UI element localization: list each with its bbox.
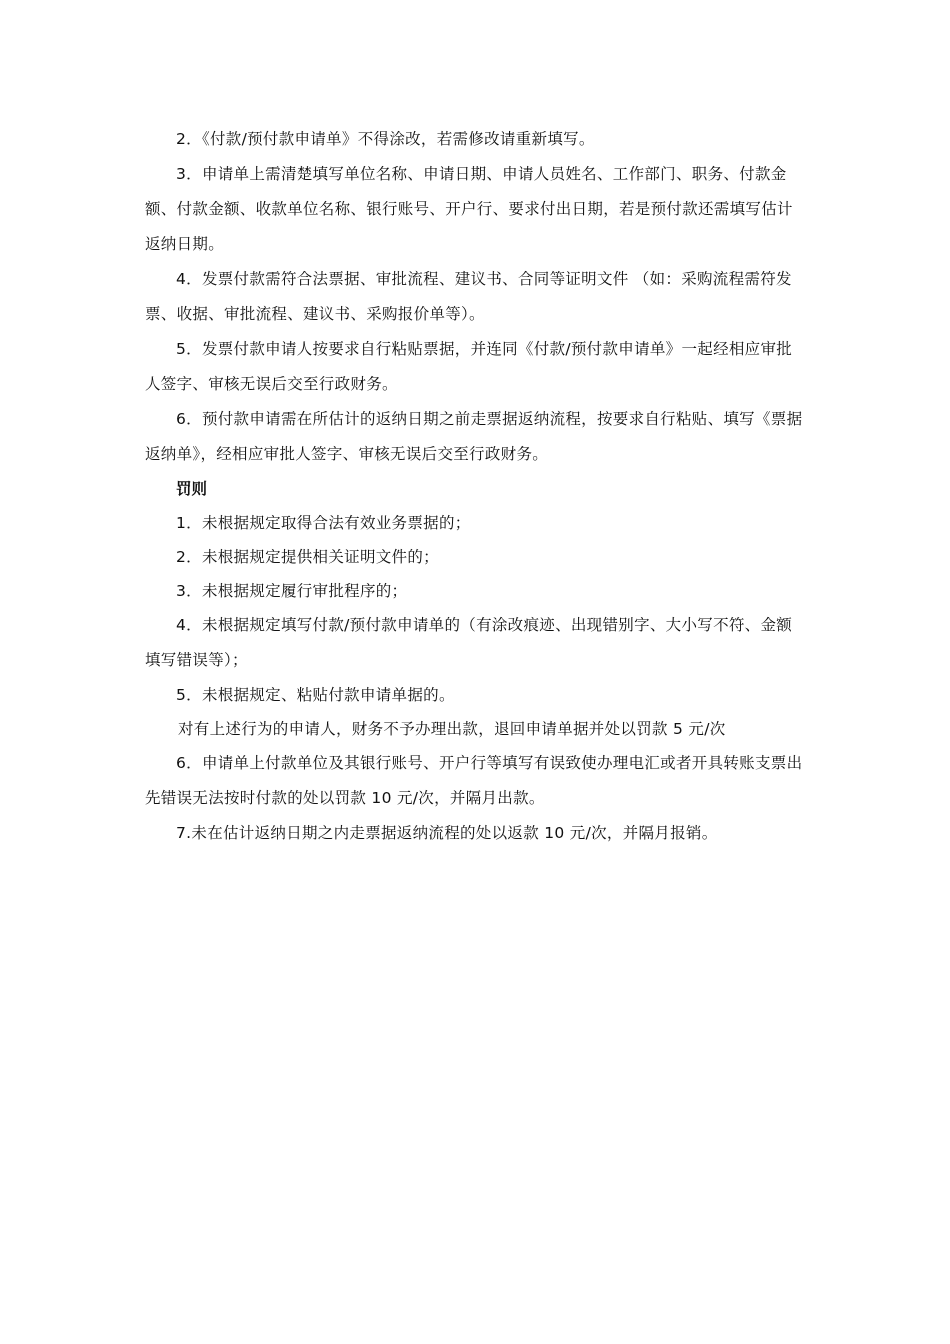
procedure-item-5: 5．发票付款申请人按要求自行粘贴票据，并连同《付款/预付款申请单》一起经相应审批人签字、审核无误后交至行政财务。 — [145, 340, 793, 393]
procedure-item-4: 4．发票付款需符合法票据、审批流程、建议书、合同等证明文件 （如：采购流程需符发票、收据、审批流程、建议书、采购报价单等）。 — [145, 270, 792, 323]
penalty-note: 对有上述行为的申请人，财务不予办理出款，退回申请单据并处以罚款 5 元/次 — [178, 720, 726, 738]
extra-item-7: 7.未在估计返纳日期之内走票据返纳流程的处以返款 10 元/次，并隔月报销。 — [176, 824, 718, 842]
procedure-item-6: 6．预付款申请需在所估计的返纳日期之前走票据返纳流程，按要求自行粘贴、填写《票据返纳单》，经相应审批人签字、审核无误后交至行政财务。 — [145, 410, 803, 463]
penalty-item-3: 3．未根据规定履行审批程序的； — [176, 582, 408, 600]
penalty-item-1: 1．未根据规定取得合法有效业务票据的； — [176, 514, 471, 532]
extra-item-6: 6．申请单上付款单位及其银行账号、开户行等填写有误致使办理电汇或者开具转账支票出先错误无法按时付款的处以罚款 10 元/次，并隔月出款。 — [145, 754, 803, 807]
document-body — [145, 122, 805, 850]
penalty-item-4: 4．未根据规定填写付款/预付款申请单的（有涂改痕迹、出现错别字、大小写不符、金额填写错误等）； — [145, 616, 793, 669]
penalty-heading: 罚则 — [176, 480, 208, 498]
procedure-item-3: 3．申请单上需清楚填写单位名称、申请日期、申请人员姓名、工作部门、职务、付款金额、付款金额、收款单位名称、银行账号、开户行、要求付出日期，若是预付款还需填写估计返纳日期。 — [145, 165, 793, 253]
penalty-item-2: 2．未根据规定提供相关证明文件的； — [176, 548, 439, 566]
procedure-item-2: 2．《付款/预付款申请单》不得涂改，若需修改请重新填写。 — [176, 130, 595, 148]
penalty-item-5: 5．未根据规定、粘贴付款申请单据的。 — [176, 686, 455, 704]
